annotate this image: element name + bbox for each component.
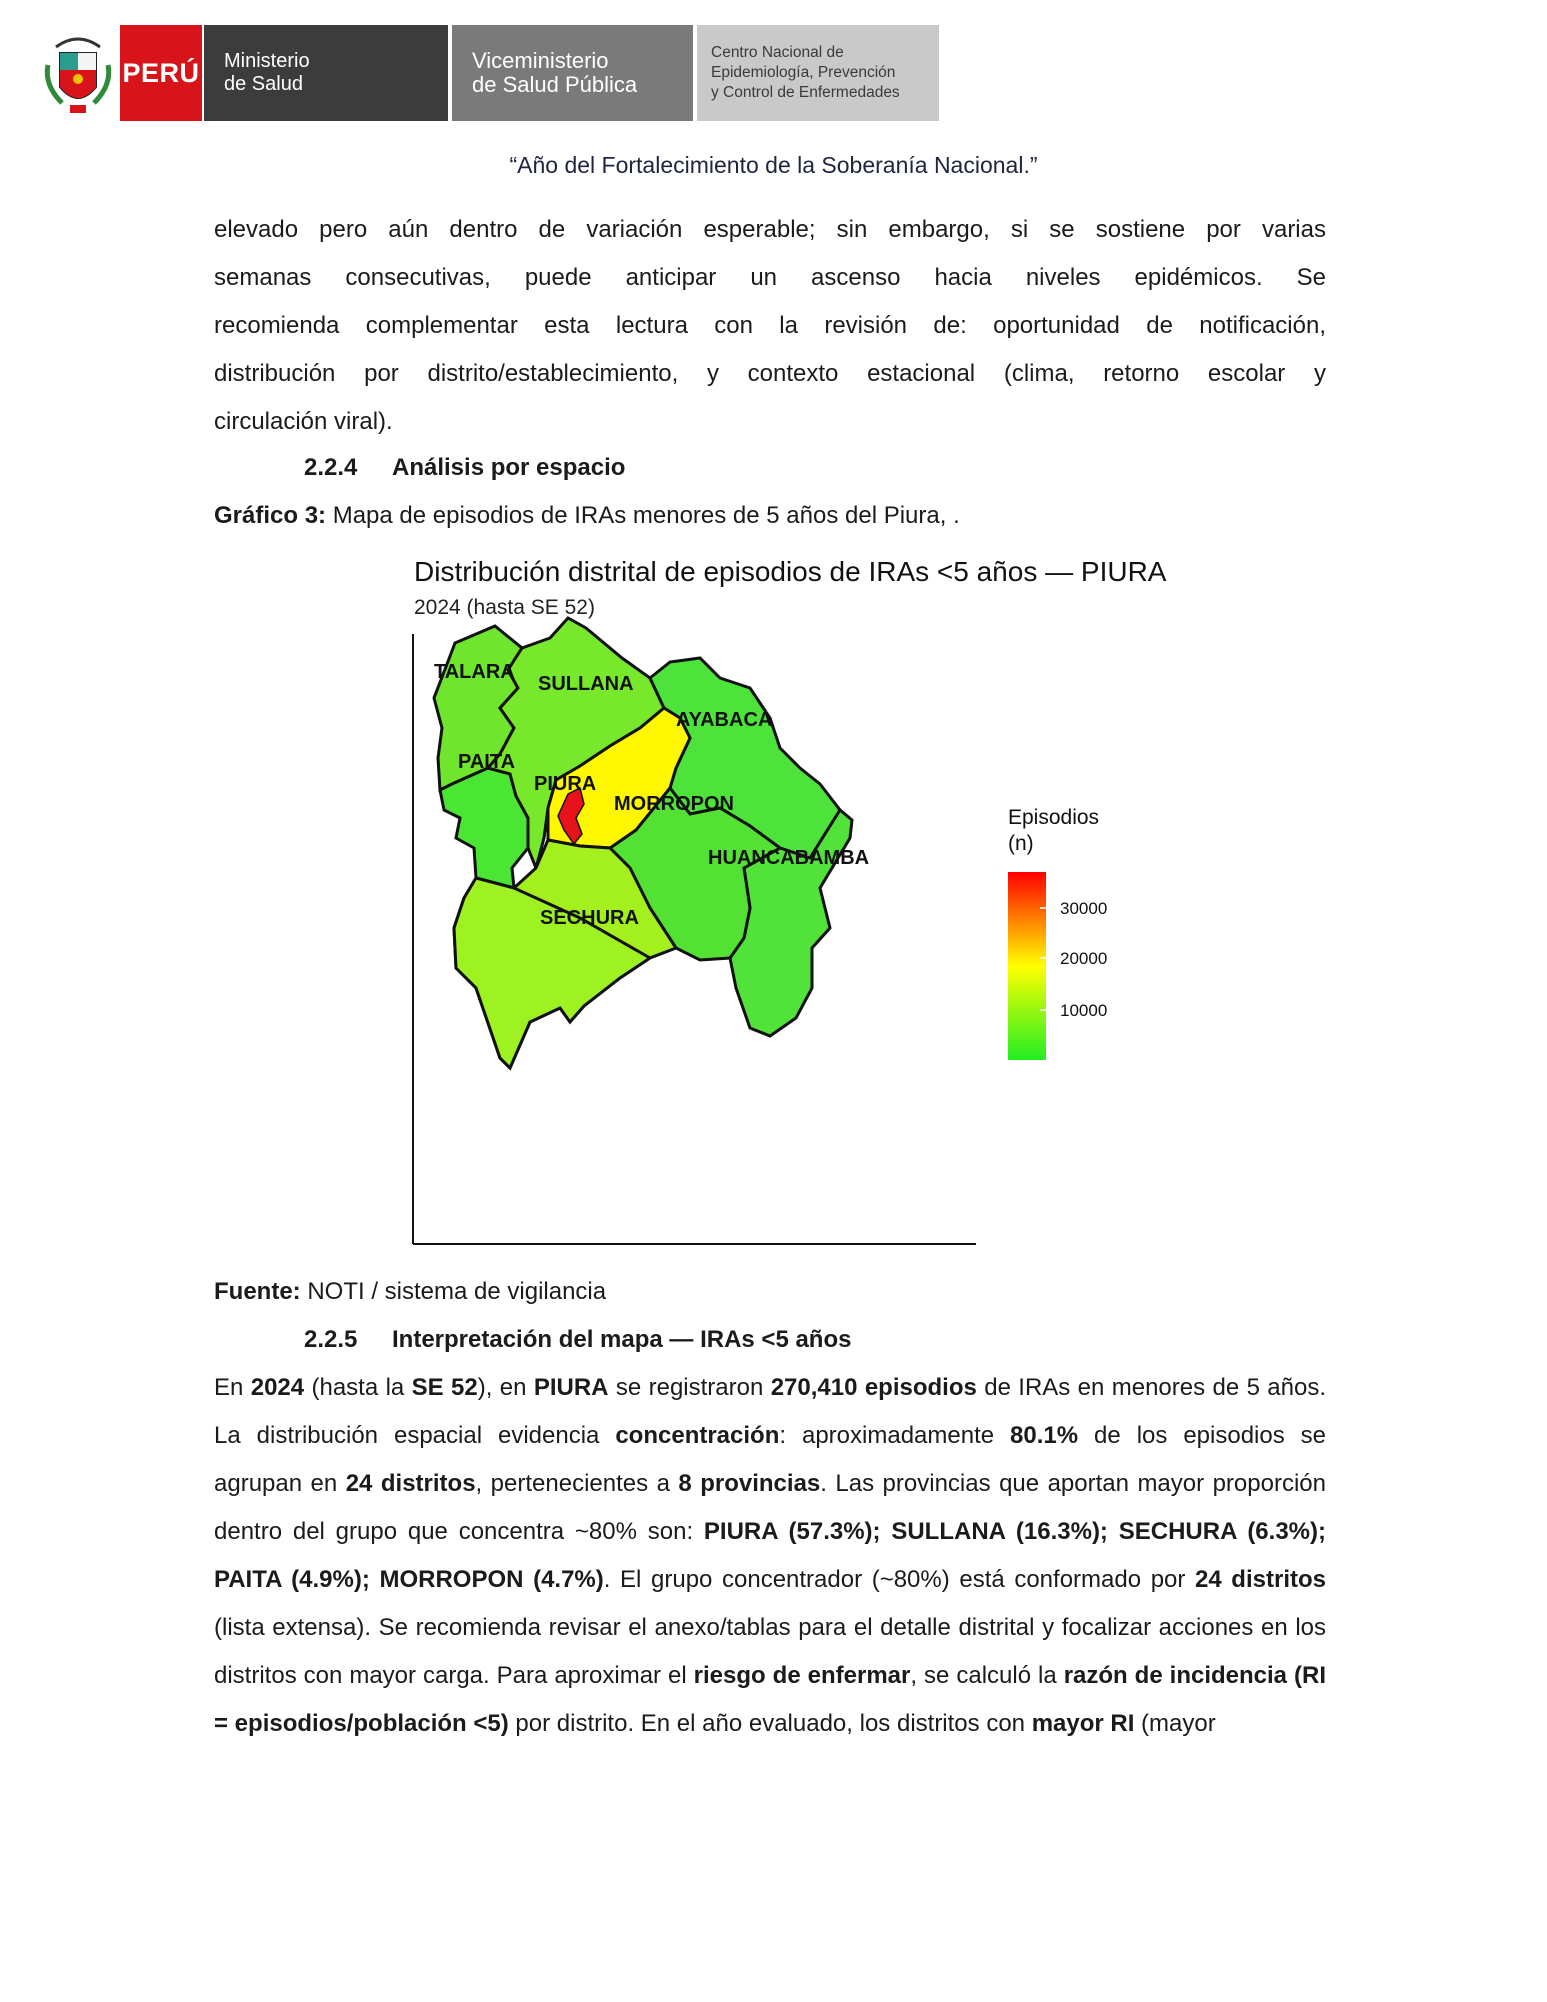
legend-label-20000: 20000 [1060, 949, 1108, 968]
legend-title: Episodios [1008, 806, 1100, 829]
peru-badge: PERÚ [120, 25, 202, 121]
map-label-ayabaca: AYABACA [676, 709, 773, 731]
interpretation-paragraph: En 2024 (hasta la SE 52), en PIURA se registraron 270,410 episodios de IRAs en menores de 5 años. La distribución espacial evidencia concentración: aproximadamente 80.1% de los episodios se agrupan en 24 distritos, pertenecientes a 8 provincias. Las provincias que aportan mayor proporción dentro del grupo que concentra ~80% son: PIURA (57.3%); SULLANA (16.3%); SECHURA (6.3%); PAITA (4.9%); MORROPON (4.7%). El grupo concentrador (~80%) está conformado por 24 distritos (lista extensa). Se recomienda revisar el anexo/tablas para el detalle distrital y focalizar acciones en los distritos con mayor carga. Para aproximar el riesgo de enfermar, se calculó la razón de incidencia (RI = episodios/población <5) por distrito. En el año evaluado, los distritos con mayor RI (mayor [214, 1374, 1327, 1737]
figure-caption: Gráfico 3: Mapa de episodios de IRAs menores de 5 años del Piura, . [214, 502, 960, 529]
section-heading-2-2-4: 2.2.4 Análisis por espacio [304, 454, 626, 481]
legend-label-30000: 30000 [1060, 899, 1108, 918]
map-label-paita: PAITA [458, 751, 516, 773]
map-canvas [400, 548, 1220, 1260]
map-label-huancabamba: HUANCABAMBA [708, 847, 870, 869]
center-badge: Centro Nacional de Epidemiología, Prevención y Control de Enfermedades [697, 25, 939, 121]
map-label-talara: TALARA [434, 661, 515, 683]
map-label-morropon: MORROPON [614, 793, 734, 815]
viceministry-badge: Viceministerio de Salud Pública [452, 25, 693, 121]
figure-source: Fuente: NOTI / sistema de vigilancia [214, 1278, 607, 1305]
year-motto: “Año del Fortalecimiento de la Soberanía Nacional.” [509, 152, 1038, 178]
chart-subtitle: 2024 (hasta SE 52) [414, 596, 595, 619]
chart-title: Distribución distrital de episodios de IRAs <5 años — PIURA [414, 556, 1167, 587]
legend-colorbar [1008, 872, 1046, 1060]
legend-label-10000: 10000 [1060, 1001, 1108, 1020]
map-label-sechura: SECHURA [540, 907, 639, 929]
map-label-sullana: SULLANA [538, 673, 634, 695]
choropleth-figure [400, 548, 1220, 1260]
intro-paragraph: elevado pero aún dentro de variación esperable; sin embargo, si se sostiene por varias semanas consecutivas, puede anticipar un ascenso hacia niveles epidémicos. Se recomienda complementar esta lectura con la revisión de: oportunidad de notificación, distribución por distrito/establecimiento, y contexto estacional (clima, retorno escolar y circulación viral). [214, 216, 1326, 435]
coat-of-arms-icon [42, 25, 114, 121]
ministry-badge: Ministerio de Salud [202, 25, 448, 121]
map-label-piura: PIURA [534, 773, 597, 795]
institutional-header [42, 25, 939, 121]
section-heading-2-2-5: 2.2.5 Interpretación del mapa — IRAs <5 años [304, 1326, 852, 1353]
legend-title-unit: (n) [1008, 832, 1034, 855]
